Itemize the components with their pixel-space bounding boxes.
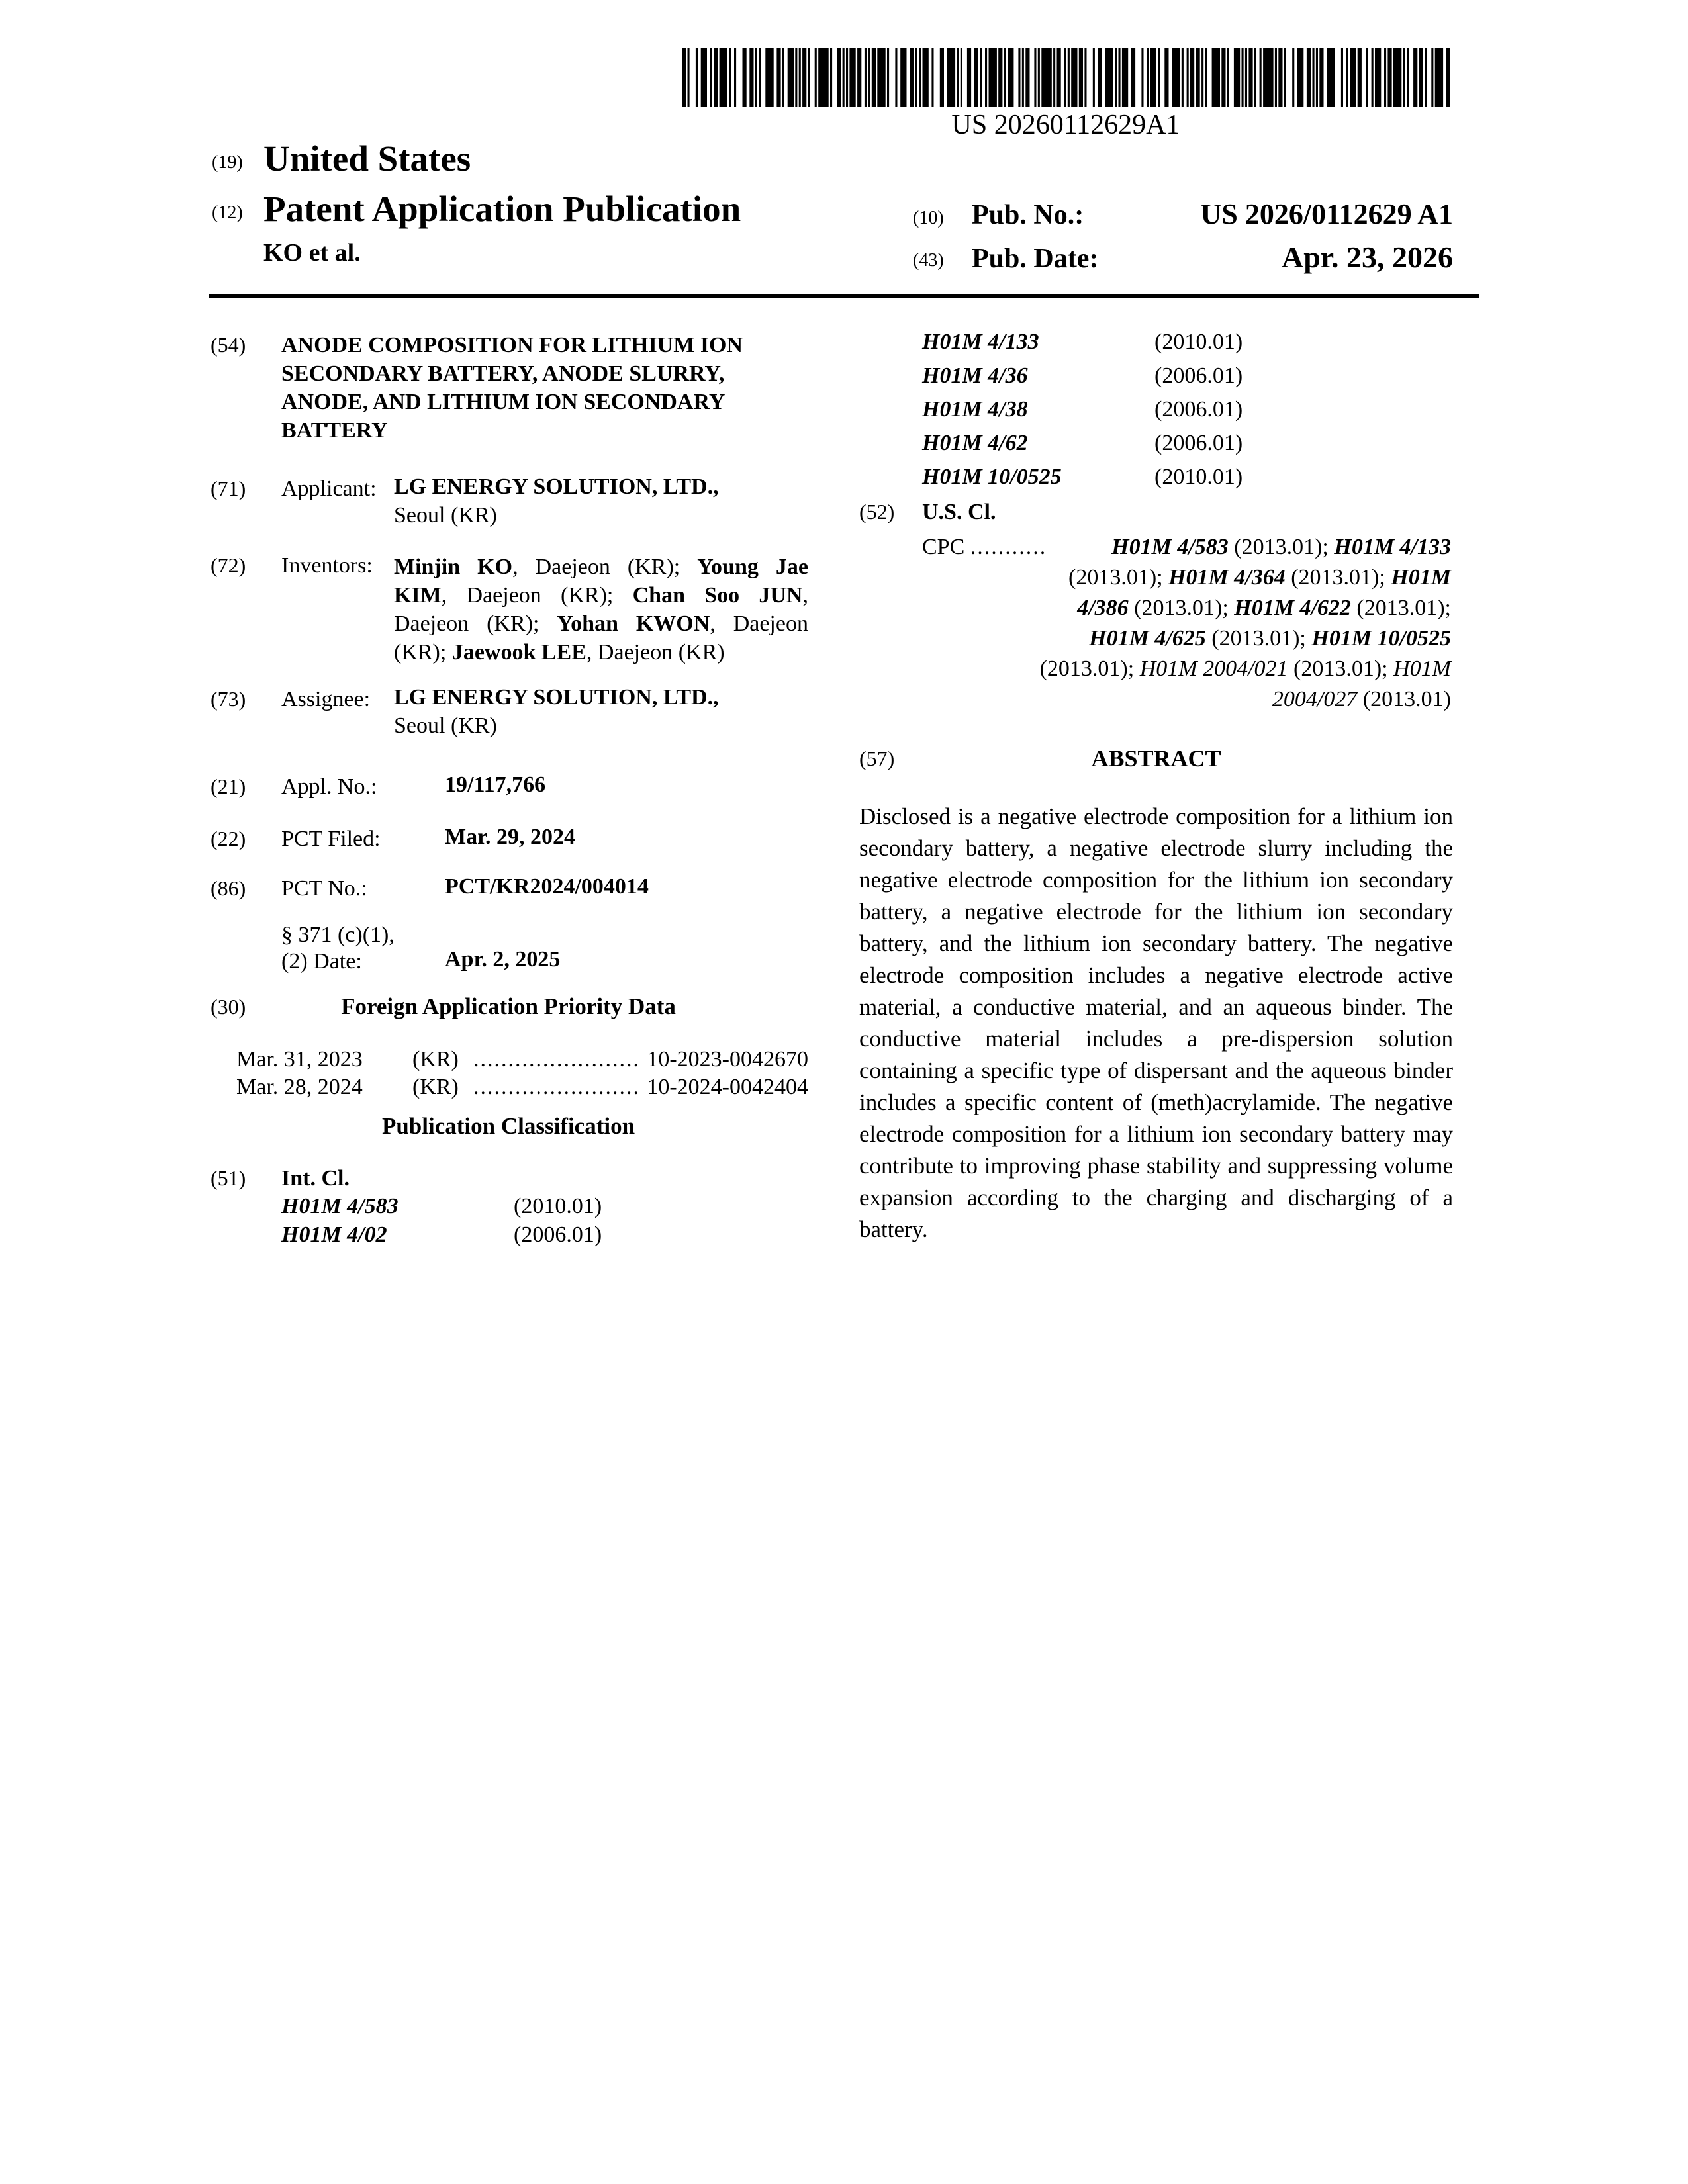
inventors-label: Inventors: (281, 553, 373, 578)
int-cl-entry: H01M 4/133 (2010.01) (922, 330, 1243, 354)
cpc-label-dots: CPC ........... (922, 535, 1047, 559)
section-371-line: § 371 (c)(1), (281, 923, 395, 947)
cpc-line: H01M 4/625 (2013.01); H01M 10/0525 (1089, 626, 1451, 651)
barcode-number: US 20260112629A1 (951, 110, 1180, 140)
field-code-19: (19) (212, 152, 243, 173)
abstract-heading: ABSTRACT (1091, 745, 1221, 772)
pct-no-value: PCT/KR2024/004014 (445, 874, 649, 899)
field-code-71: (71) (211, 477, 246, 500)
document-type: Patent Application Publication (263, 189, 741, 229)
priority-data-list (209, 1048, 808, 1104)
field-code-22: (22) (211, 827, 246, 850)
int-cl-entry: H01M 4/38 (2006.01) (922, 397, 1243, 422)
author-line: KO et al. (263, 239, 361, 267)
int-cl-entry: H01M 4/02 (2006.01) (281, 1222, 602, 1247)
field-code-72: (72) (211, 553, 246, 577)
cpc-first-codes: H01M 4/583 (2013.01); H01M 4/133 (1111, 535, 1451, 559)
priority-heading: Foreign Application Priority Data (341, 993, 676, 1019)
field-code-54: (54) (211, 333, 246, 357)
priority-row: Mar. 31, 2023 (KR) ........................ 10-2023-0042670 (236, 1047, 808, 1071)
header-divider (209, 294, 1479, 298)
int-cl-entry: H01M 10/0525 (2010.01) (922, 465, 1243, 489)
pub-no-label: Pub. No.: (972, 200, 1084, 230)
field-code-57: (57) (859, 747, 895, 770)
field-code-10: (10) (913, 208, 944, 228)
int-cl-right-list (922, 331, 1452, 500)
field-code-73: (73) (211, 687, 246, 711)
pub-date-value: Apr. 23, 2026 (1282, 240, 1453, 274)
int-cl-entry: H01M 4/36 (2006.01) (922, 363, 1243, 388)
field-code-21: (21) (211, 774, 246, 798)
field-code-51: (51) (211, 1166, 246, 1190)
country-name: United States (263, 138, 471, 179)
section-371-date-value: Apr. 2, 2025 (445, 947, 561, 972)
cpc-line: (2013.01); H01M 2004/021 (2013.01); H01M (1039, 657, 1451, 681)
int-cl-entry: H01M 4/62 (2006.01) (922, 431, 1243, 455)
field-code-43: (43) (913, 250, 944, 271)
assignee-name: LG ENERGY SOLUTION, LTD., (394, 685, 719, 709)
priority-row: Mar. 28, 2024 (KR) ........................ 10-2024-0042404 (236, 1075, 808, 1099)
publication-date-row (972, 242, 1453, 273)
us-cl-label: U.S. Cl. (922, 500, 996, 524)
appl-no-value: 19/117,766 (445, 772, 546, 797)
abstract-text: Disclosed is a negative electrode composition for a lithium ion secondary battery, a negative electrode slurry including the negative electrode composition for the lithium ion secondary battery, a negative electrode for the lithium ion secondary battery, and the lithium ion secondary battery. The negative electrode composition includes a negative electrode active material, a conductive material, and an aqueous binder. The conductive material includes a pre-dispersion solution containing a specific type of dispersant and the aqueous binder includes a specific content of (meth)acrylamide. The negative electrode composition for a lithium ion secondary battery may contribute to improving phase stability and suppressing volume expansion according to the charging and discharging of a battery. (859, 803, 1453, 1242)
publication-number-row (972, 200, 1453, 229)
int-cl-left-list (281, 1195, 811, 1252)
applicant-name: LG ENERGY SOLUTION, LTD., (394, 475, 719, 499)
pct-no-label: PCT No.: (281, 876, 367, 901)
pct-filed-label: PCT Filed: (281, 827, 381, 851)
field-code-30: (30) (211, 995, 246, 1019)
cpc-line: 2004/027 (2013.01) (1272, 687, 1451, 711)
inventors-list: Minjin KO, Daejeon (KR); Young Jae KIM, Daejeon (KR); Chan Soo JUN, Daejeon (KR); Yohan KWON, Daejeon (KR); Jaewook LEE, Daejeon (KR) (394, 555, 808, 664)
section-371-date-label: (2) Date: (281, 949, 362, 974)
cpc-line: 4/386 (2013.01); H01M 4/622 (2013.01); (1077, 596, 1451, 620)
applicant-label: Applicant: (281, 477, 377, 501)
int-cl-label: Int. Cl. (281, 1166, 350, 1191)
barcode (682, 48, 1450, 107)
applicant-city: Seoul (KR) (394, 503, 497, 527)
invention-title: ANODE COMPOSITION FOR LITHIUM ION SECONDARY BATTERY, ANODE SLURRY, ANODE, AND LITHIUM ION SECONDARY BATTERY (281, 333, 743, 443)
cpc-line: (2013.01); H01M 4/364 (2013.01); H01M (1068, 565, 1451, 590)
int-cl-entry: H01M 4/583 (2010.01) (281, 1194, 602, 1218)
assignee-city: Seoul (KR) (394, 713, 497, 738)
field-code-12: (12) (212, 203, 243, 223)
cpc-first-line (922, 536, 1451, 559)
assignee-label: Assignee: (281, 687, 371, 711)
appl-no-label: Appl. No.: (281, 774, 377, 799)
field-code-86: (86) (211, 876, 246, 900)
publication-classification-heading: Publication Classification (381, 1113, 635, 1139)
cpc-continuation-lines (922, 567, 1451, 719)
pct-filed-value: Mar. 29, 2024 (445, 825, 576, 849)
pub-no-value: US 2026/0112629 A1 (1200, 198, 1453, 230)
field-code-52: (52) (859, 500, 895, 523)
pub-date-label: Pub. Date: (972, 244, 1099, 274)
